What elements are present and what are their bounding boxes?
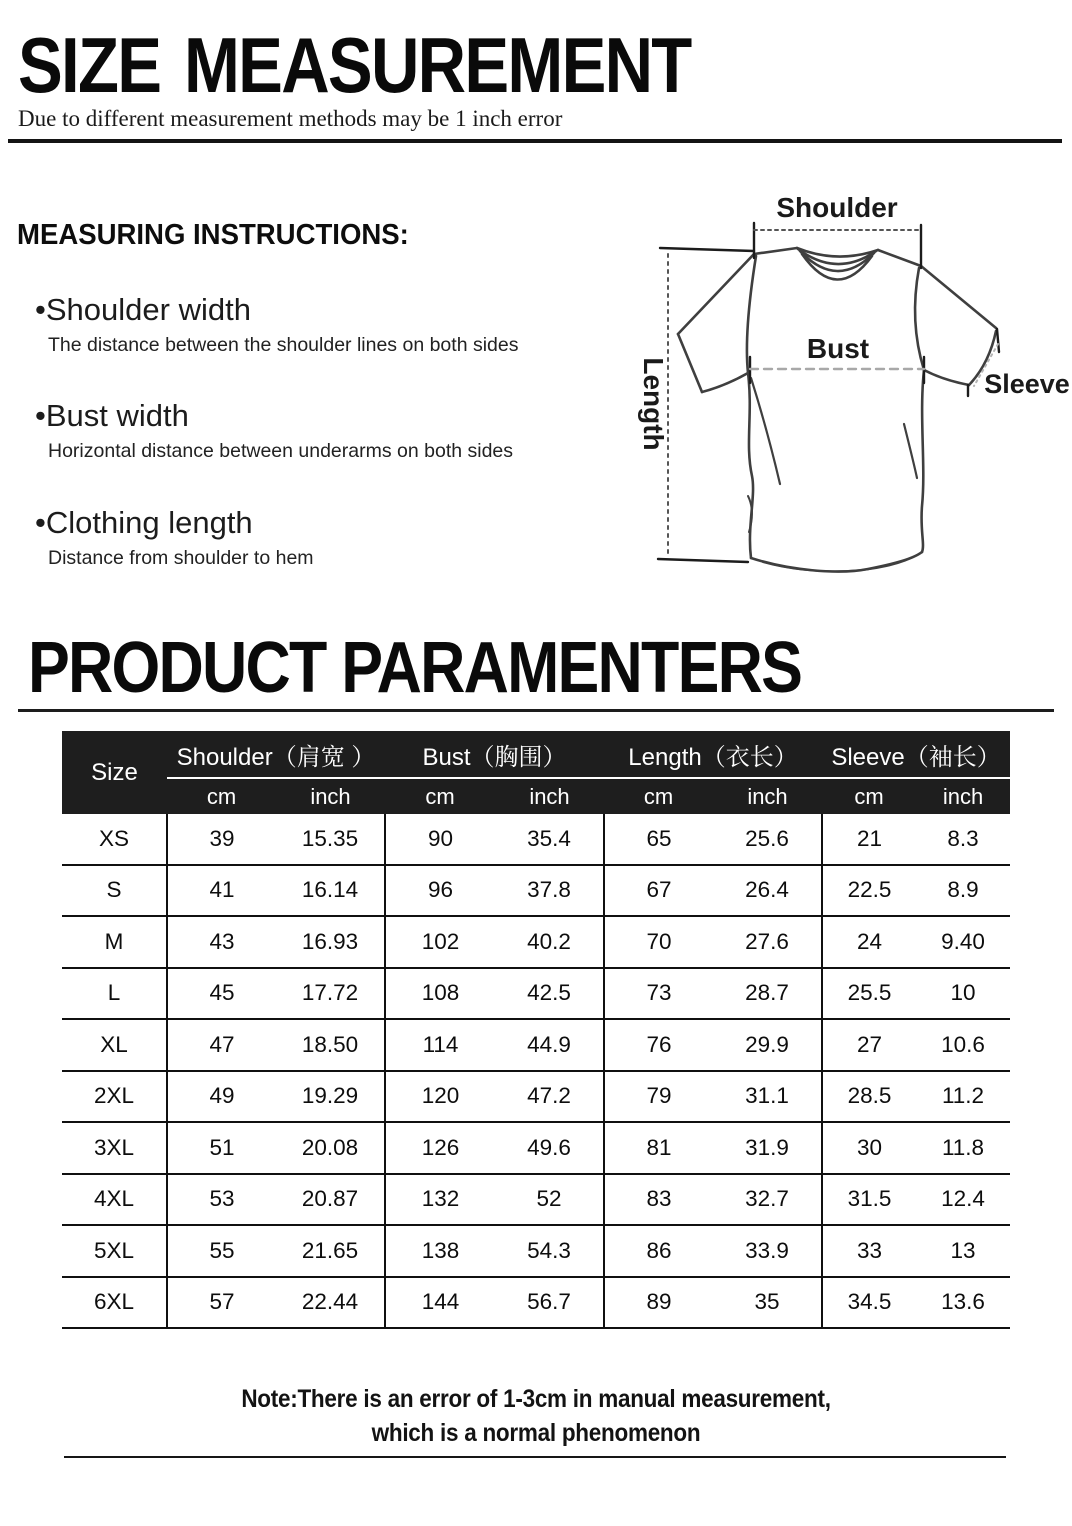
size-table-body xyxy=(62,814,1010,1328)
table-cell: 22.44 xyxy=(276,1277,385,1329)
table-cell: 79 xyxy=(604,1071,713,1123)
unit-header-inch: inch xyxy=(276,778,385,814)
note-line-2: which is a normal phenomenon xyxy=(371,1419,701,1447)
unit-header-cm: cm xyxy=(822,778,916,814)
size-table-header xyxy=(62,731,1010,814)
instruction-description: The distance between the shoulder lines on both sides xyxy=(48,334,519,356)
diagram-label-bust: Bust xyxy=(806,333,870,364)
table-cell: 27.6 xyxy=(713,916,822,968)
table-cell: 9.40 xyxy=(916,916,1010,968)
bullet-icon: • xyxy=(35,398,46,433)
tshirt-measurement-diagram xyxy=(598,186,1070,596)
size-table xyxy=(62,731,1010,1329)
table-cell: 108 xyxy=(385,968,495,1020)
size-row-label: 6XL xyxy=(62,1277,167,1329)
table-cell: 43 xyxy=(167,916,276,968)
table-cell: 40.2 xyxy=(495,916,604,968)
table-row xyxy=(62,1174,1010,1226)
bullet-icon: • xyxy=(35,292,46,327)
unit-header-cm: cm xyxy=(604,778,713,814)
table-cell: 10.6 xyxy=(916,1019,1010,1071)
page-title: SIZE MEASUREMENT xyxy=(18,21,691,109)
table-cell: 52 xyxy=(495,1174,604,1226)
table-cell: 25.6 xyxy=(713,814,822,865)
size-row-label: XS xyxy=(62,814,167,865)
instruction-item-shoulder xyxy=(35,292,518,357)
table-cell: 28.7 xyxy=(713,968,822,1020)
column-header-length: Length（衣长） xyxy=(604,731,822,778)
table-cell: 45 xyxy=(167,968,276,1020)
table-cell: 41 xyxy=(167,865,276,917)
table-cell: 76 xyxy=(604,1019,713,1071)
table-cell: 19.29 xyxy=(276,1071,385,1123)
table-row xyxy=(62,814,1010,865)
table-cell: 49.6 xyxy=(495,1122,604,1174)
table-cell: 33 xyxy=(822,1225,916,1277)
table-row xyxy=(62,865,1010,917)
table-cell: 13 xyxy=(916,1225,1010,1277)
table-cell: 73 xyxy=(604,968,713,1020)
instruction-term: Bust width xyxy=(45,398,189,433)
table-cell: 21 xyxy=(822,814,916,865)
instruction-term: Clothing length xyxy=(45,505,253,540)
size-row-label: L xyxy=(62,968,167,1020)
page-subtitle: Due to different measurement methods may be 1 inch error xyxy=(18,106,563,131)
table-cell: 144 xyxy=(385,1277,495,1329)
table-cell: 20.87 xyxy=(276,1174,385,1226)
table-cell: 47.2 xyxy=(495,1071,604,1123)
table-cell: 132 xyxy=(385,1174,495,1226)
measurement-note xyxy=(54,1382,1019,1450)
table-cell: 34.5 xyxy=(822,1277,916,1329)
table-row xyxy=(62,1071,1010,1123)
column-header-shoulder: Shoulder（肩宽 ） xyxy=(167,731,385,778)
table-cell: 102 xyxy=(385,916,495,968)
table-cell: 70 xyxy=(604,916,713,968)
table-cell: 22.5 xyxy=(822,865,916,917)
table-cell: 10 xyxy=(916,968,1010,1020)
parameters-divider xyxy=(18,709,1054,712)
table-cell: 12.4 xyxy=(916,1174,1010,1226)
size-row-label: XL xyxy=(62,1019,167,1071)
unit-header-cm: cm xyxy=(167,778,276,814)
table-cell: 55 xyxy=(167,1225,276,1277)
table-cell: 33.9 xyxy=(713,1225,822,1277)
note-line-1: Note:There is an error of 1-3cm in manual measurement, xyxy=(241,1385,831,1413)
table-cell: 90 xyxy=(385,814,495,865)
instruction-description: Horizontal distance between underarms on both sides xyxy=(48,440,514,462)
table-cell: 31.1 xyxy=(713,1071,822,1123)
table-cell: 30 xyxy=(822,1122,916,1174)
table-cell: 26.4 xyxy=(713,865,822,917)
table-cell: 83 xyxy=(604,1174,713,1226)
table-cell: 89 xyxy=(604,1277,713,1329)
table-cell: 32.7 xyxy=(713,1174,822,1226)
table-cell: 11.8 xyxy=(916,1122,1010,1174)
table-cell: 27 xyxy=(822,1019,916,1071)
table-cell: 57 xyxy=(167,1277,276,1329)
table-cell: 138 xyxy=(385,1225,495,1277)
table-row xyxy=(62,968,1010,1020)
table-cell: 65 xyxy=(604,814,713,865)
column-header-size: Size xyxy=(62,731,167,814)
table-cell: 18.50 xyxy=(276,1019,385,1071)
column-header-bust: Bust（胸围） xyxy=(385,731,604,778)
table-cell: 31.9 xyxy=(713,1122,822,1174)
table-cell: 35.4 xyxy=(495,814,604,865)
table-row xyxy=(62,1225,1010,1277)
table-cell: 47 xyxy=(167,1019,276,1071)
table-cell: 15.35 xyxy=(276,814,385,865)
table-cell: 53 xyxy=(167,1174,276,1226)
table-cell: 31.5 xyxy=(822,1174,916,1226)
table-cell: 86 xyxy=(604,1225,713,1277)
footer-divider xyxy=(64,1456,1006,1458)
table-cell: 16.93 xyxy=(276,916,385,968)
table-cell: 54.3 xyxy=(495,1225,604,1277)
table-cell: 28.5 xyxy=(822,1071,916,1123)
table-cell: 67 xyxy=(604,865,713,917)
table-cell: 16.14 xyxy=(276,865,385,917)
table-cell: 24 xyxy=(822,916,916,968)
instruction-item-length xyxy=(35,505,314,570)
unit-header-cm: cm xyxy=(385,778,495,814)
column-header-sleeve: Sleeve（袖长） xyxy=(822,731,1010,778)
table-cell: 37.8 xyxy=(495,865,604,917)
table-cell: 120 xyxy=(385,1071,495,1123)
size-row-label: 2XL xyxy=(62,1071,167,1123)
table-cell: 13.6 xyxy=(916,1277,1010,1329)
table-cell: 56.7 xyxy=(495,1277,604,1329)
table-row xyxy=(62,1122,1010,1174)
table-cell: 42.5 xyxy=(495,968,604,1020)
table-cell: 35 xyxy=(713,1277,822,1329)
table-cell: 51 xyxy=(167,1122,276,1174)
table-cell: 25.5 xyxy=(822,968,916,1020)
diagram-label-length: Length xyxy=(638,357,669,451)
measuring-instructions-heading: MEASURING INSTRUCTIONS: xyxy=(17,219,409,251)
table-row xyxy=(62,1019,1010,1071)
table-cell: 81 xyxy=(604,1122,713,1174)
instruction-term: Shoulder width xyxy=(45,292,251,327)
diagram-label-sleeve: Sleeve xyxy=(984,369,1070,399)
size-row-label: 4XL xyxy=(62,1174,167,1226)
bullet-icon: • xyxy=(35,505,46,540)
table-cell: 126 xyxy=(385,1122,495,1174)
size-row-label: 3XL xyxy=(62,1122,167,1174)
unit-header-inch: inch xyxy=(495,778,604,814)
header-divider xyxy=(8,139,1062,143)
table-cell: 96 xyxy=(385,865,495,917)
instruction-description: Distance from shoulder to hem xyxy=(48,547,314,569)
diagram-label-shoulder: Shoulder xyxy=(776,192,898,223)
table-cell: 49 xyxy=(167,1071,276,1123)
table-row xyxy=(62,1277,1010,1329)
table-cell: 29.9 xyxy=(713,1019,822,1071)
table-row xyxy=(62,916,1010,968)
size-row-label: M xyxy=(62,916,167,968)
instruction-item-bust xyxy=(35,398,513,463)
table-cell: 8.9 xyxy=(916,865,1010,917)
tshirt-diagram-drawing xyxy=(598,186,1070,596)
table-cell: 8.3 xyxy=(916,814,1010,865)
table-cell: 11.2 xyxy=(916,1071,1010,1123)
table-cell: 44.9 xyxy=(495,1019,604,1071)
unit-header-inch: inch xyxy=(916,778,1010,814)
table-cell: 39 xyxy=(167,814,276,865)
table-cell: 20.08 xyxy=(276,1122,385,1174)
product-parameters-heading: PRODUCT PARAMENTERS xyxy=(28,628,802,708)
size-row-label: S xyxy=(62,865,167,917)
table-cell: 114 xyxy=(385,1019,495,1071)
size-row-label: 5XL xyxy=(62,1225,167,1277)
unit-header-inch: inch xyxy=(713,778,822,814)
table-cell: 17.72 xyxy=(276,968,385,1020)
table-cell: 21.65 xyxy=(276,1225,385,1277)
